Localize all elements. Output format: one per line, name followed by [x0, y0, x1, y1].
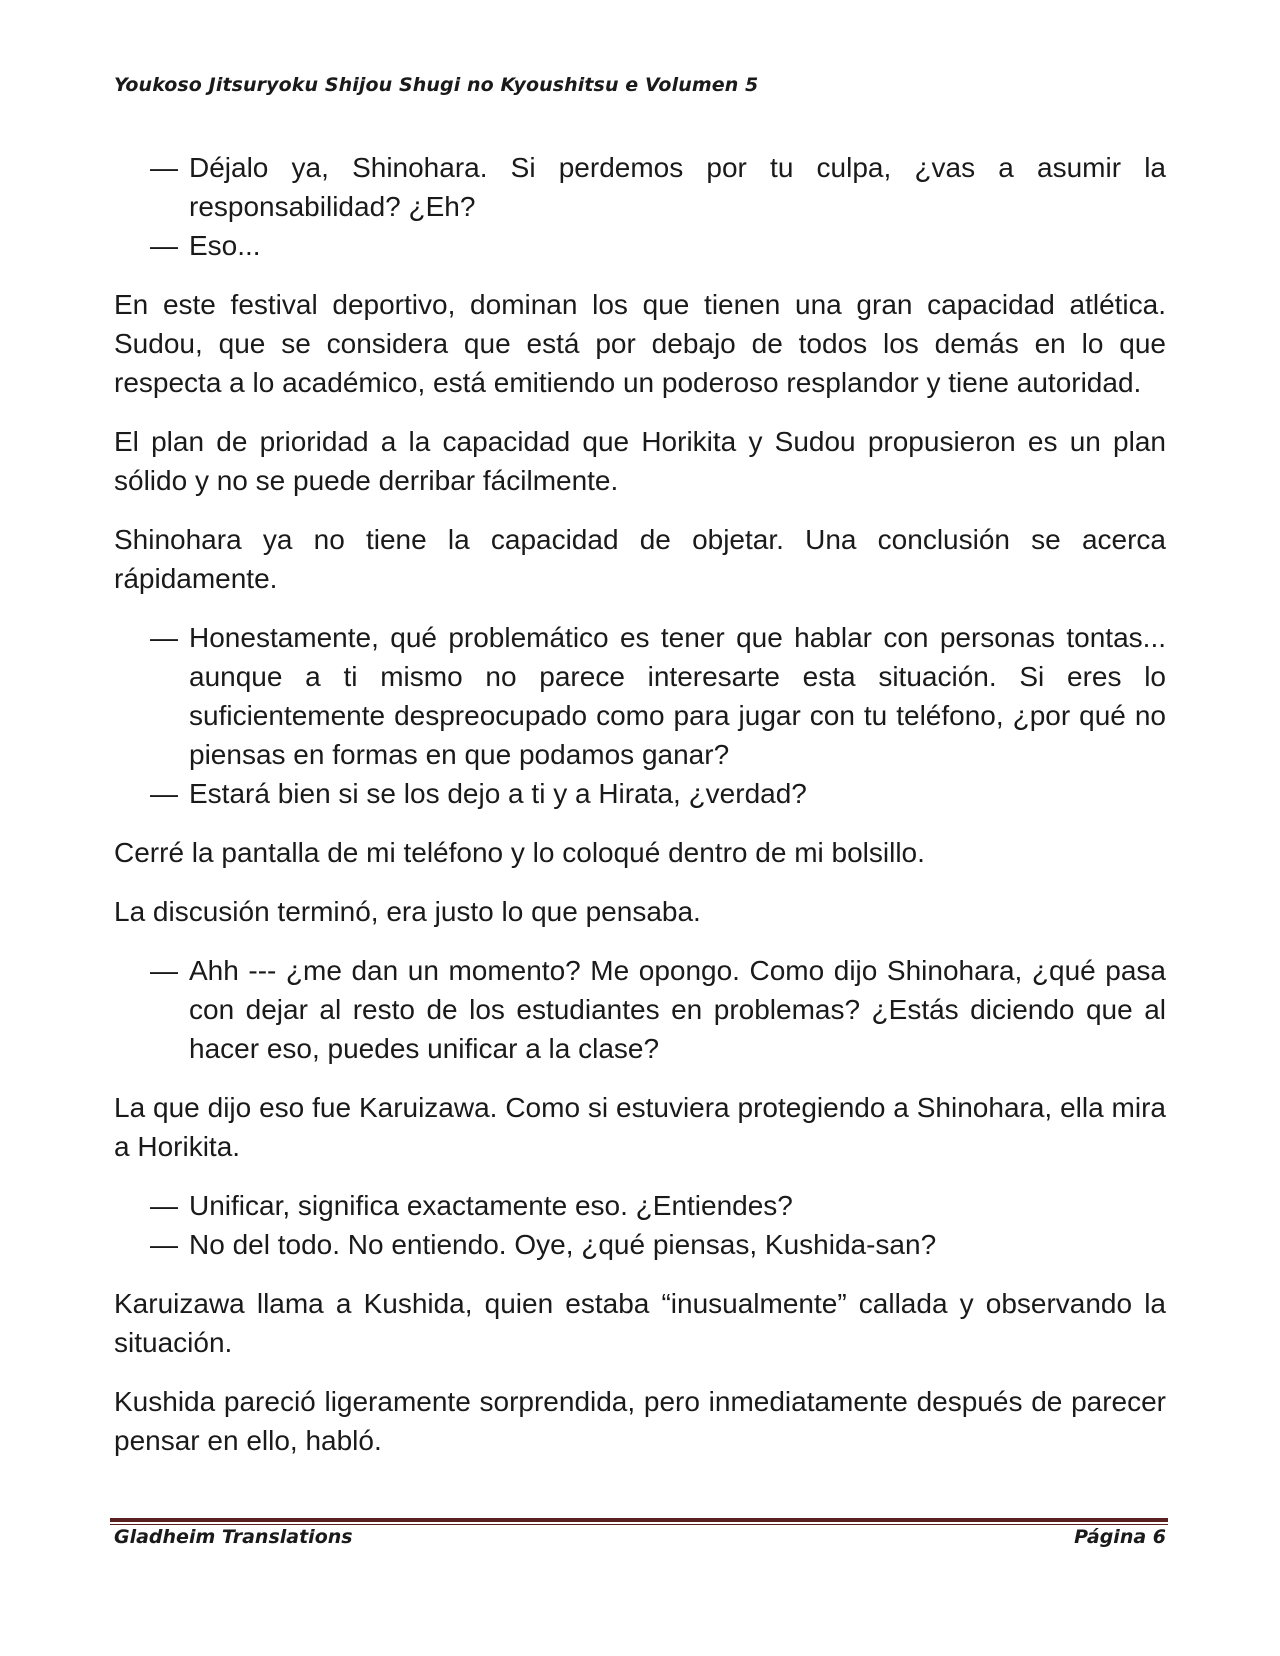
dash: —: [150, 1229, 178, 1260]
dialogue-line: [114, 618, 1166, 774]
dialogue-text: Ahh --- ¿me dan un momento? Me opongo. Como dijo Shinohara, ¿qué pasa con dejar al resto de los estudiantes en problemas? ¿Estás diciendo que al hacer eso, puedes unificar a la clase?: [189, 955, 1166, 1064]
paragraph: La discusión terminó, era justo lo que pensaba.: [114, 896, 701, 927]
dash: —: [150, 955, 178, 986]
dash: —: [150, 778, 178, 809]
dialogue-block-4: [114, 1186, 1166, 1264]
footer-divider-thin: [110, 1524, 1168, 1525]
dialogue-block-3: [114, 951, 1166, 1068]
footer-divider-thick: [110, 1518, 1168, 1522]
footer-publisher: Gladheim Translations: [114, 1526, 353, 1548]
dash: —: [150, 1190, 178, 1221]
paragraph: La que dijo eso fue Karuizawa. Como si estuviera protegiendo a Shinohara, ella mira a Horikita.: [114, 1092, 1166, 1162]
dialogue-block-1: [114, 148, 1166, 265]
dialogue-text: Estará bien si se los dejo a ti y a Hirata, ¿verdad?: [189, 778, 807, 809]
page-header: Youkoso Jitsuryoku Shijou Shugi no Kyoushitsu e Volumen 5: [114, 74, 759, 96]
dialogue-text: No del todo. No entiendo. Oye, ¿qué piensas, Kushida-san?: [189, 1229, 937, 1260]
paragraph: Kushida pareció ligeramente sorprendida, pero inmediatamente después de parecer pensar en ello, habló.: [114, 1386, 1166, 1456]
paragraph: Karuizawa llama a Kushida, quien estaba “inusualmente” callada y observando la situación.: [114, 1288, 1166, 1358]
dialogue-block-2: [114, 618, 1166, 813]
dialogue-text: Honestamente, qué problemático es tener que hablar con personas tontas... aunque a ti mismo no parece interesarte esta situación. Si eres lo suficientemente despreocupado como para jugar con tu teléfono, ¿por qué no piensas en formas en que podamos ganar?: [189, 622, 1166, 770]
paragraph: Cerré la pantalla de mi teléfono y lo coloqué dentro de mi bolsillo.: [114, 837, 925, 868]
footer-divider: [110, 1518, 1168, 1525]
dialogue-text: Eso...: [189, 230, 261, 261]
dash: —: [150, 152, 178, 183]
dash: —: [150, 230, 178, 261]
paragraph: Shinohara ya no tiene la capacidad de objetar. Una conclusión se acerca rápidamente.: [114, 524, 1166, 594]
dash: —: [150, 622, 178, 653]
dialogue-line: [114, 951, 1166, 1068]
paragraph: En este festival deportivo, dominan los que tienen una gran capacidad atlética. Sudou, que se considera que está por debajo de todos los demás en lo que respecta a lo académico, está emitiendo un poderoso resplandor y tiene autoridad.: [114, 289, 1166, 398]
dialogue-text: Unificar, significa exactamente eso. ¿Entiendes?: [189, 1190, 793, 1221]
footer-page-number: Página 6: [1074, 1526, 1166, 1548]
paragraph: El plan de prioridad a la capacidad que Horikita y Sudou propusieron es un plan sólido y no se puede derribar fácilmente.: [114, 426, 1166, 496]
dialogue-line: [114, 226, 1166, 265]
dialogue-line: [114, 148, 1166, 226]
dialogue-text: Déjalo ya, Shinohara. Si perdemos por tu culpa, ¿vas a asumir la responsabilidad? ¿Eh?: [189, 152, 1166, 222]
page-body: [114, 148, 1166, 1480]
dialogue-line: [114, 774, 1166, 813]
dialogue-line: [114, 1186, 1166, 1225]
dialogue-line: [114, 1225, 1166, 1264]
